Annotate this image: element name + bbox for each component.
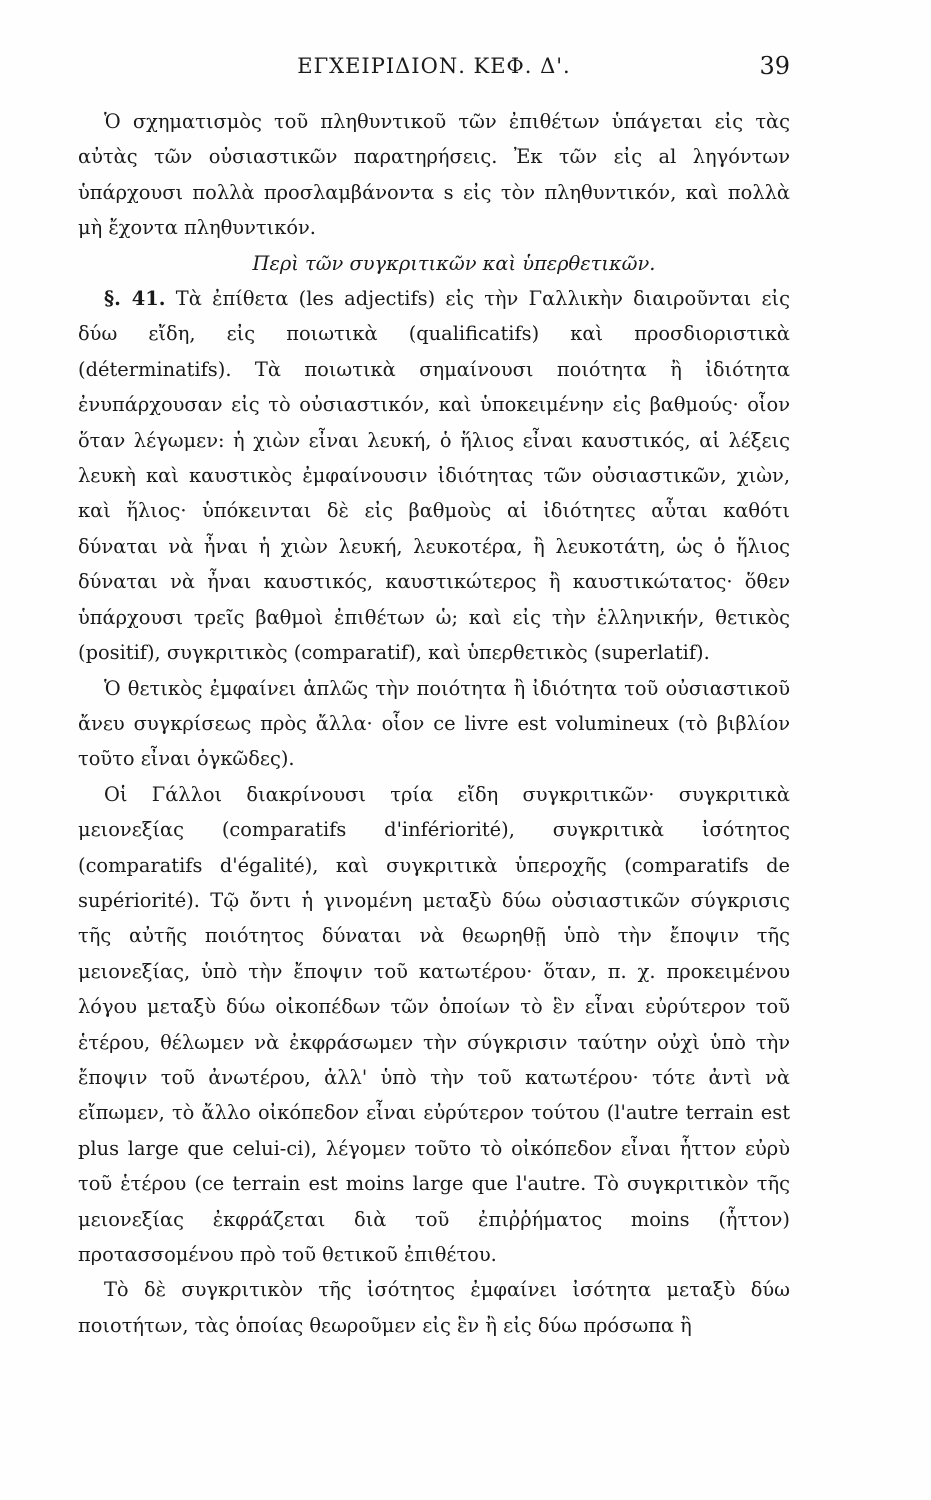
paragraph-comparative-equality: Τὸ δὲ συγκριτικὸν τῆς ἰσότητος ἐμφαίνει ἰσότητα μεταξὺ δύω ποιοτήτων, τὰς ὁποίας θεωροῦμεν εἰς ἓν ἢ εἰς δύω πρόσωπα ἢ: [78, 1278, 790, 1337]
section-number: §. 41.: [104, 287, 166, 311]
paragraph-plural-formation: Ὁ σχηματισμὸς τοῦ πληθυντικοῦ τῶν ἐπιθέτων ὑπάγεται εἰς τὰς αὐτὰς τῶν οὐσιαστικῶν παρατηρήσεις. Ἐκ τῶν εἰς al ληγόντων ὑπάρχουσι πολλὰ προσλαμβάνοντα s εἰς τὸν πληθυντικόν, καὶ πολλὰ μὴ ἔχοντα πληθυντικόν.: [78, 110, 790, 240]
body-text: [78, 104, 790, 1343]
paragraph-comparative-kinds: Οἱ Γάλλοι διακρίνουσι τρία εἴδη συγκριτικῶν· συγκριτικὰ μειονεξίας (comparatifs d'infériorité), συγκριτικὰ ἰσότητος (comparatifs d'égalité), καὶ συγκριτικὰ ὑπεροχῆς (comparatifs de supériorité). Τῷ ὄντι ἡ γινομένη μεταξὺ δύω οὐσιαστικῶν σύγκρισις τῆς αὐτῆς ποιότητος δύναται νὰ θεωρηθῇ ὑπὸ τὴν ἔποψιν τῆς μειονεξίας, ὑπὸ τὴν ἔποψιν τοῦ κατωτέρου· ὅταν, π. χ. προκειμένου λόγου μεταξὺ δύω οἰκοπέδων τῶν ὁποίων τὸ ἓν εἶναι εὐρύτερον τοῦ ἑτέρου, θέλωμεν νὰ ἐκφράσωμεν τὴν σύγκρισιν ταύτην οὐχὶ ὑπὸ τὴν ἔποψιν τοῦ ἀνωτέρου, ἀλλ' ὑπὸ τὴν τοῦ κατωτέρου· τότε ἀντὶ νὰ εἴπωμεν, τὸ ἄλλο οἰκόπεδον εἶναι εὐρύτερον τούτου (l'autre terrain est plus large que celui-ci), λέγομεν τοῦτο τὸ οἰκόπεδον εἶναι ἧττον εὐρὺ τοῦ ἑτέρου (ce terrain est moins large que l'autre. Τὸ συγκριτικὸν τῆς μειονεξίας ἐκφράζεται διὰ τοῦ ἐπιῤῥήματος moins (ἧττον) προτασσομένου πρὸ τοῦ θετικοῦ ἐπιθέτου.: [78, 782, 790, 1266]
running-head: [78, 52, 790, 84]
paragraph-adjective-types-text: Τὰ ἐπίθετα (les adjectifs) εἰς τὴν Γαλλικὴν διαιροῦνται εἰς δύω εἴδη, εἰς ποιωτικὰ (qualificatifs) καὶ προσδιοριστικὰ (déterminatifs). Τὰ ποιωτικὰ σημαίνουσι ποιότητα ἢ ἰδιότητα ἐνυπάρχουσαν εἰς τὸ οὐσιαστικόν, καὶ ὑποκειμένην εἰς βαθμούς· οἷον ὅταν λέγωμεν: ἡ χιὼν εἶναι λευκή, ὁ ἥλιος εἶναι καυστικός, αἱ λέξεις λευκὴ καὶ καυστικὸς ἐμφαίνουσιν ἰδιότητας τῶν οὐσιαστικῶν, χιὼν, καὶ ἥλιος· ὑπόκεινται δὲ εἰς βαθμοὺς αἱ ἰδιότητες αὗται καθότι δύναται νὰ ἦναι ἡ χιὼν λευκή, λευκοτέρα, ἢ λευκοτάτη, ὡς ὁ ἥλιος δύναται νὰ ἦναι καυστικός, καυστικώτερος ἢ καυστικώτατος· ὅθεν ὑπάρχουσι τρεῖς βαθμοὶ ἐπιθέτων ὡ; καὶ εἰς τὴν ἑλληνικήν, θετικὸς (positif), συγκριτικὸς (comparatif), καὶ ὑπερθετικὸς (superlatif).: [78, 287, 790, 665]
page-number: 39: [759, 52, 790, 80]
paragraph-positive-degree: Ὁ θετικὸς ἐμφαίνει ἁπλῶς τὴν ποιότητα ἢ ἰδιότητα τοῦ οὐσιαστικοῦ ἄνευ συγκρίσεως πρὸς ἄλλα· οἷον ce livre est volumineux (τὸ βιβλίον τοῦτο εἶναι ὀγκῶδες).: [78, 676, 790, 771]
running-title: ΕΓΧΕΙΡΙΔΙΟΝ. ΚΕΦ. Δ'.: [297, 54, 571, 78]
section-subheading: Περὶ τῶν συγκριτικῶν καὶ ὑπερθετικῶν.: [252, 251, 656, 275]
paragraph-adjective-types: [78, 281, 790, 670]
